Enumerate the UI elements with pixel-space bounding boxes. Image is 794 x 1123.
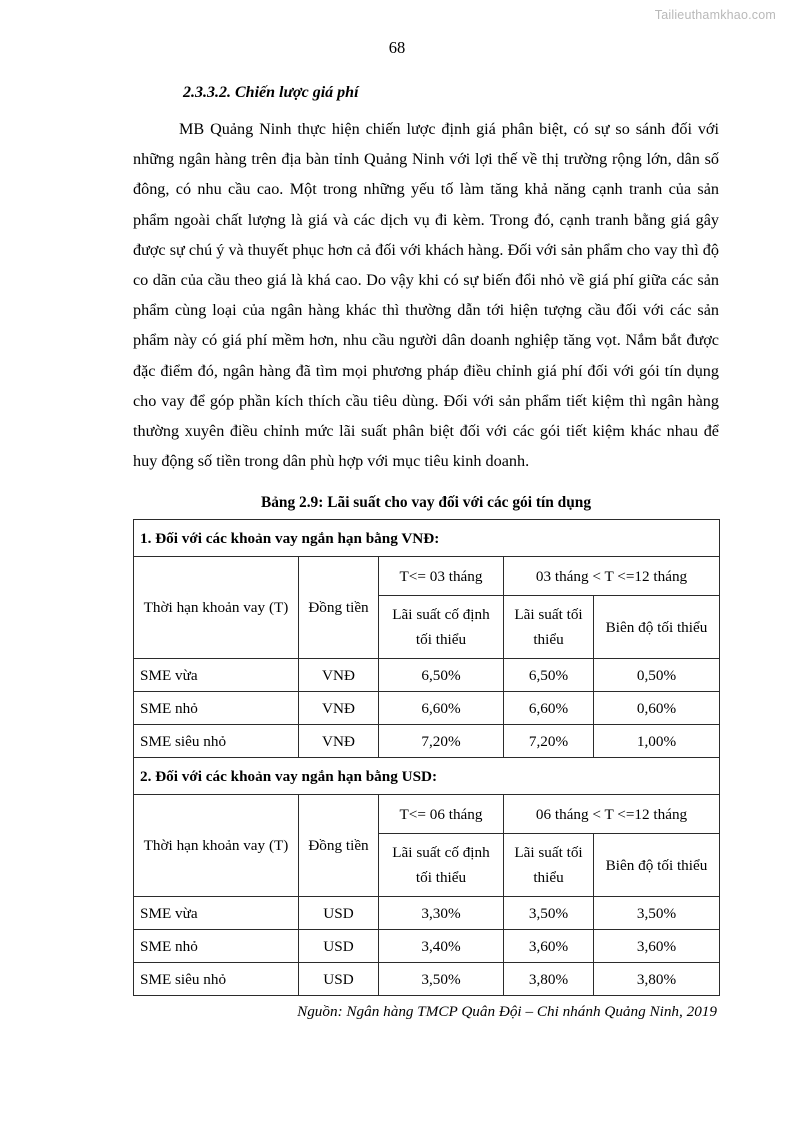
cell-value-3: 3,80% [594, 963, 720, 996]
cell-term: SME nhỏ [134, 930, 299, 963]
cell-currency: VNĐ [299, 692, 379, 725]
table-row [134, 692, 720, 725]
watermark: Tailieuthamkhao.com [654, 8, 776, 22]
section-title-usd: 2. Đối với các khoản vay ngắn hạn bằng USD: [134, 758, 720, 795]
cell-value-1: 3,30% [379, 897, 504, 930]
cell-term: SME vừa [134, 897, 299, 930]
cell-term: SME vừa [134, 659, 299, 692]
cell-value-2: 3,60% [504, 930, 594, 963]
table-source-note: Nguồn: Ngân hàng TMCP Quân Đội – Chi nhánh Quảng Ninh, 2019 [297, 1003, 717, 1021]
page-number: 68 [388, 38, 406, 57]
header-term-usd: Thời hạn khoản vay (T) [134, 795, 299, 897]
cell-value-3: 1,00% [594, 725, 720, 758]
header-group2-usd: 06 tháng < T <=12 tháng [504, 795, 720, 834]
interest-rate-table [133, 519, 720, 996]
header-sub3-vnd: Biên độ tối thiểu [594, 596, 720, 659]
cell-term: SME siêu nhỏ [134, 725, 299, 758]
header-sub1-vnd: Lãi suất cố định tối thiểu [379, 596, 504, 659]
cell-value-1: 6,60% [379, 692, 504, 725]
cell-currency: VNĐ [299, 725, 379, 758]
header-group1-vnd: T<= 03 tháng [379, 557, 504, 596]
cell-term: SME nhỏ [134, 692, 299, 725]
cell-value-2: 3,50% [504, 897, 594, 930]
table-header-row-top [134, 557, 720, 596]
cell-currency: USD [299, 963, 379, 996]
cell-currency: VNĐ [299, 659, 379, 692]
section-title-vnd: 1. Đối với các khoản vay ngắn hạn bằng VNĐ: [134, 520, 720, 557]
header-group1-usd: T<= 06 tháng [379, 795, 504, 834]
table-caption: Bảng 2.9: Lãi suất cho vay đối với các gói tín dụng [260, 494, 592, 512]
table-row [134, 897, 720, 930]
page-content [133, 84, 719, 1021]
section-heading: 2.3.3.2. Chiến lược giá phí [183, 84, 359, 101]
header-term-vnd: Thời hạn khoản vay (T) [134, 557, 299, 659]
header-currency-vnd: Đồng tiền [299, 557, 379, 659]
cell-term: SME siêu nhỏ [134, 963, 299, 996]
table-row [134, 963, 720, 996]
cell-value-3: 3,50% [594, 897, 720, 930]
cell-value-1: 7,20% [379, 725, 504, 758]
cell-value-3: 0,50% [594, 659, 720, 692]
cell-value-2: 6,60% [504, 692, 594, 725]
header-currency-usd: Đồng tiền [299, 795, 379, 897]
cell-value-2: 3,80% [504, 963, 594, 996]
cell-value-1: 3,40% [379, 930, 504, 963]
table-row [134, 930, 720, 963]
header-sub3-usd: Biên độ tối thiểu [594, 834, 720, 897]
table-row [134, 725, 720, 758]
table-row [134, 659, 720, 692]
table-section-header-row [134, 758, 720, 795]
cell-value-2: 7,20% [504, 725, 594, 758]
header-sub2-usd: Lãi suất tối thiểu [504, 834, 594, 897]
cell-value-1: 3,50% [379, 963, 504, 996]
cell-currency: USD [299, 930, 379, 963]
header-group2-vnd: 03 tháng < T <=12 tháng [504, 557, 720, 596]
body-paragraph: MB Quảng Ninh thực hiện chiến lược định giá phân biệt, có sự so sánh đối với những ngân hàng trên địa bàn tỉnh Quảng Ninh với lợi thế về thị trường rộng lớn, dân số đông, có nhu cầu cao. Một trong những yếu tố làm tăng khả năng cạnh tranh của sản phẩm ngoài chất lượng là giá và các dịch vụ đi kèm. Trong đó, cạnh tranh bằng giá gây được sự chú ý và thuyết phục hơn cả đối với khách hàng. Đối với sản phẩm cho vay thì độ co dãn của cầu theo giá là khá cao. Do vậy khi có sự biến đổi nhỏ về giá phí giữa các sản phẩm cùng loại của ngân hàng khác thì thường dẫn tới hiện tượng cầu đối với các sản phẩm này có giá phí mềm hơn, nhu cầu người dân doanh nghiệp tăng vọt. Nắm bắt được đặc điểm đó, ngân hàng đã tìm mọi phương pháp điều chỉnh giá phí đối với gói tín dụng cho vay để góp phần kích thích cầu tiêu dùng. Đối với sản phẩm tiết kiệm thì ngân hàng thường xuyên điều chỉnh mức lãi suất phân biệt đối với các gói tiết kiệm khác nhau để huy động số tiền trong dân phù hợp với mục tiêu kinh doanh. [133, 120, 719, 471]
cell-value-2: 6,50% [504, 659, 594, 692]
cell-value-3: 3,60% [594, 930, 720, 963]
table-header-row-top [134, 795, 720, 834]
cell-value-3: 0,60% [594, 692, 720, 725]
header-sub2-vnd: Lãi suất tối thiểu [504, 596, 594, 659]
header-sub1-usd: Lãi suất cố định tối thiểu [379, 834, 504, 897]
cell-currency: USD [299, 897, 379, 930]
table-section-header-row [134, 520, 720, 557]
cell-value-1: 6,50% [379, 659, 504, 692]
